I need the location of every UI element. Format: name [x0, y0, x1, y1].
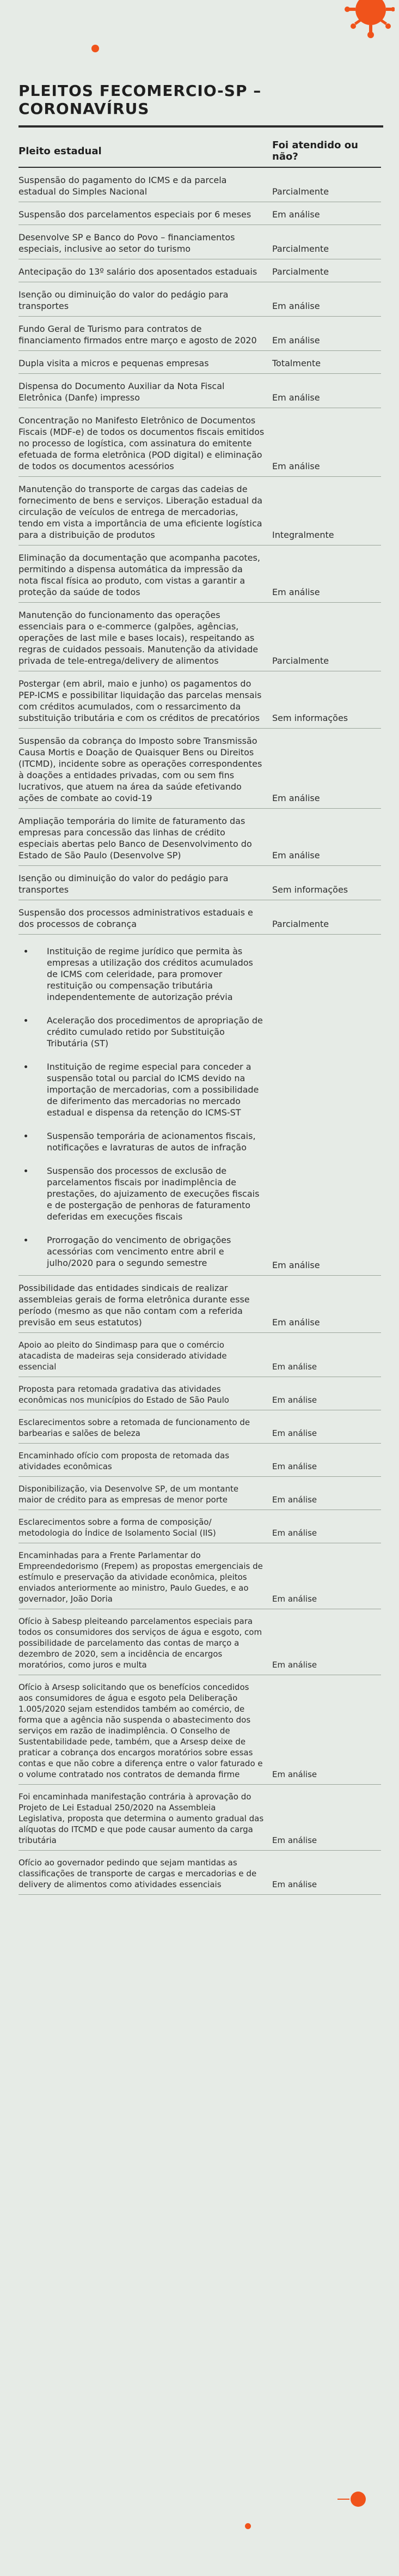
- status-cell: Em análise: [272, 1477, 381, 1510]
- table-row: [19, 1675, 381, 1785]
- header-status: Foi atendido ou não?: [272, 136, 381, 167]
- demand-cell: Proposta para retomada gradativa das atividades econômicas nos municípios do Estado de São Paulo: [19, 1377, 272, 1410]
- coronavirus-icon: [345, 0, 395, 40]
- status-cell: Em análise: [272, 1510, 381, 1543]
- status-cell: Integralmente: [272, 477, 381, 545]
- demand-cell: Ampliação temporária do limite de faturamento das empresas para concessão das linhas de crédito especiais abertas pelo Banco de Desenvolvimento do Estado de São Paulo (Desenvolve SP): [19, 809, 272, 866]
- demand-cell: Suspensão do pagamento do ICMS e da parcela estadual do Simples Nacional: [19, 167, 272, 202]
- status-cell: Parcialmente: [272, 900, 381, 935]
- demand-cell: Suspensão dos processos administrativos estaduais e dos processos de cobrança: [19, 900, 272, 935]
- table-row: [19, 1785, 381, 1851]
- decorative-dot: [91, 45, 99, 52]
- table-row: [19, 202, 381, 225]
- table-row: [19, 408, 381, 477]
- demand-cell: Isenção ou diminuição do valor do pedágio para transportes: [19, 866, 272, 900]
- status-cell: Parcialmente: [272, 167, 381, 202]
- status-cell: Em análise: [272, 545, 381, 603]
- table-row: [19, 259, 381, 282]
- status-cell: Em análise: [272, 1785, 381, 1851]
- status-cell: Em análise: [272, 202, 381, 225]
- table-row: [19, 282, 381, 317]
- demand-cell: Suspensão da cobrança do Imposto sobre Transmissão Causa Mortis e Doação de Quaisquer Bens ou Direitos (ITCMD), incidente sobre as operações correspondentes à doações a entidades privadas, com ou sem fins lucrativos, que atuem na área da saúde efetivando ações de combate ao covid-19: [19, 729, 272, 809]
- table-row: [19, 1410, 381, 1444]
- status-cell: Em análise: [272, 317, 381, 351]
- demand-cell: Manutenção do funcionamento das operações essenciais para o e-commerce (galpões, agências, operações de last mile e bases locais), respeitando as regras de cuidados pessoais. Manutenção da atividade privada de tele-entrega/delivery de alimentos: [19, 603, 272, 671]
- table-row: [19, 671, 381, 729]
- status-cell: Sem informações: [272, 866, 381, 900]
- demand-cell: Esclarecimentos sobre a retomada de funcionamento de barbearias e salões de beleza: [19, 1410, 272, 1444]
- demand-bullet-item: • Aceleração dos procedimentos de apropriação de crédito cumulado retido por Substituição Tributária (ST): [34, 1015, 265, 1049]
- demand-cell: Dupla visita a micros e pequenas empresas: [19, 351, 272, 374]
- status-cell: Em análise: [272, 408, 381, 477]
- status-cell: Sem informações: [272, 671, 381, 729]
- status-cell: Em análise: [272, 729, 381, 809]
- status-cell: Parcialmente: [272, 225, 381, 259]
- table-row: [19, 477, 381, 545]
- table-row: [19, 1333, 381, 1377]
- table-row: [19, 167, 381, 202]
- table-row: [19, 1276, 381, 1333]
- status-cell: Em análise: [272, 809, 381, 866]
- table-row: [19, 603, 381, 671]
- page-title: PLEITOS FECOMERCIO-SP – CORONAVÍRUS: [19, 82, 383, 128]
- status-cell: Em análise: [272, 1377, 381, 1410]
- demand-cell: Possibilidade das entidades sindicais de realizar assembleias gerais de forma eletrônica durante esse período (mesmo as que não contam com a referida previsão em seus estatutos): [19, 1276, 272, 1333]
- status-cell: Em análise: [272, 1543, 381, 1609]
- demand-cell: Esclarecimentos sobre a forma de composição/ metodologia do Índice de Isolamento Social (IIS): [19, 1510, 272, 1543]
- demand-bullet-list: [19, 945, 265, 1269]
- table-row: [19, 1510, 381, 1543]
- demand-cell: Ofício à Sabesp pleiteando parcelamentos especiais para todos os consumidores dos serviços de água e esgoto, com possibilidade de parcelamento das contas de março a dezembro de 2020, sem a incidência de encargos moratórios, como juros e multa: [19, 1609, 272, 1675]
- decorative-line: [337, 2499, 349, 2500]
- demand-cell: Antecipação do 13º salário dos aposentados estaduais: [19, 259, 272, 282]
- table-row: [19, 1543, 381, 1609]
- status-cell: Em análise: [272, 1333, 381, 1377]
- demand-cell: Postergar (em abril, maio e junho) os pagamentos do PEP-ICMS e possibilitar liquidação das parcelas mensais com créditos acumulados, com o ressarcimento da substituição tributária e com os créditos de precatórios: [19, 671, 272, 729]
- table-row: [19, 374, 381, 408]
- demand-cell: Foi encaminhada manifestação contrária à aprovação do Projeto de Lei Estadual 250/2020 na Assembleia Legislativa, proposta que determina o aumento gradual das alíquotas do ITCMD e que pode causar aumento da carga tributária: [19, 1785, 272, 1851]
- demand-cell: Ofício ao governador pedindo que sejam mantidas as classificações de transporte de cargas e mercadorias e de delivery de alimentos como atividades essenciais: [19, 1851, 272, 1895]
- table-row: [19, 1851, 381, 1895]
- status-cell: Em análise: [272, 1276, 381, 1333]
- status-cell: Em análise: [272, 282, 381, 317]
- demand-cell: Dispensa do Documento Auxiliar da Nota Fiscal Eletrônica (Danfe) impresso: [19, 374, 272, 408]
- status-cell: Em análise: [272, 374, 381, 408]
- demand-bullet-item: • Instituição de regime especial para conceder a suspensão total ou parcial do ICMS devido na importação de mercadorias, com a possibilidade de diferimento das mercadorias no mercado estadual e dispensa da retenção do ICMS-ST: [34, 1061, 265, 1118]
- demand-bullet-item: • Prorrogação do vencimento de obrigações acessórias com vencimento entre abril e julho/2020 para o segundo semestre: [34, 1234, 265, 1269]
- table-row: [19, 866, 381, 900]
- table-header-row: [19, 136, 381, 167]
- table-row: [19, 1377, 381, 1410]
- decorative-dot-small: [245, 2523, 251, 2529]
- status-cell: Parcialmente: [272, 259, 381, 282]
- status-cell: Parcialmente: [272, 603, 381, 671]
- demand-cell: Desenvolve SP e Banco do Povo – financiamentos especiais, inclusive ao setor do turismo: [19, 225, 272, 259]
- status-cell: Em análise: [272, 1444, 381, 1477]
- demand-bullet-item: • Instituição de regime jurídico que permita às empresas a utilização dos créditos acumulados de ICMS com celeridade, para promover restituição ou compensação tributária independentemente de autorização prévia: [34, 945, 265, 1003]
- status-cell: Totalmente: [272, 351, 381, 374]
- demand-bullet-item: • Suspensão dos processos de exclusão de parcelamentos fiscais por inadimplência de prestações, do ajuizamento de execuções fiscais e de postergação de penhoras de faturamento deferidas em execuções fiscais: [34, 1165, 265, 1222]
- demand-cell: Eliminação da documentação que acompanha pacotes, permitindo a dispensa automática da impressão da nota fiscal física ao produto, com vistas a garantir a proteção da saúde de todos: [19, 545, 272, 603]
- demand-cell: Encaminhadas para a Frente Parlamentar do Empreendedorismo (Frepem) as propostas emergenciais de estímulo e preservação da atividade econômica, pleitos enviados anteriormente ao ministro, Paulo Guedes, e ao governador, João Doria: [19, 1543, 272, 1609]
- demand-cell: Apoio ao pleito do Sindimasp para que o comércio atacadista de madeiras seja considerado atividade essencial: [19, 1333, 272, 1377]
- demand-cell: Ofício à Arsesp solicitando que os benefícios concedidos aos consumidores de água e esgoto pela Deliberação 1.005/2020 sejam estendidos também ao comércio, de forma que a agência não suspenda o abastecimento dos serviços em razão de inadimplência. O Conselho de Sustentabilidade pede, também, que a Arsesp deixe de praticar a cobrança dos encargos moratórios sobre essas contas e que não cobre a diferença entre o valor faturado e o volume contratado nos contratos de demanda firme: [19, 1675, 272, 1785]
- table-row: [19, 1609, 381, 1675]
- table-row: [19, 935, 381, 1276]
- demand-cell: Manutenção do transporte de cargas das cadeias de fornecimento de bens e serviços. Liberação estadual da circulação de veículos de entrega de mercadorias, tendo em vista a importância de uma eficiente logística para a distribuição de produtos: [19, 477, 272, 545]
- demand-cell: Isenção ou diminuição do valor do pedágio para transportes: [19, 282, 272, 317]
- demand-cell: Suspensão dos parcelamentos especiais por 6 meses: [19, 202, 272, 225]
- demand-cell: Concentração no Manifesto Eletrônico de Documentos Fiscais (MDF-e) de todos os documentos fiscais emitidos no processo de logística, com assinatura do emitente efetuada de forma eletrônica (POD digital) e eliminação de todos os documentos acessórios: [19, 408, 272, 477]
- table-row: [19, 225, 381, 259]
- table-row: [19, 809, 381, 866]
- demand-bullet-item: • Suspensão temporária de acionamentos fiscais, notificações e lavraturas de autos de infração: [34, 1130, 265, 1153]
- status-cell: Em análise: [272, 1609, 381, 1675]
- demand-cell: [19, 935, 272, 1276]
- status-cell: Em análise: [272, 935, 381, 1276]
- status-cell: Em análise: [272, 1851, 381, 1895]
- table-row: [19, 351, 381, 374]
- table-row: [19, 317, 381, 351]
- demand-cell: Encaminhado ofício com proposta de retomada das atividades econômicas: [19, 1444, 272, 1477]
- header-demand: Pleito estadual: [19, 136, 272, 167]
- demand-cell: Fundo Geral de Turismo para contratos de financiamento firmados entre março e agosto de 2020: [19, 317, 272, 351]
- table-row: [19, 729, 381, 809]
- table-row: [19, 1477, 381, 1510]
- table-row: [19, 1444, 381, 1477]
- table-row: [19, 545, 381, 603]
- demand-cell: Disponibilização, via Desenvolve SP, de um montante maior de crédito para as empresas de menor porte: [19, 1477, 272, 1510]
- status-cell: Em análise: [272, 1675, 381, 1785]
- decorative-dot-large: [351, 2492, 366, 2507]
- demands-table: [19, 136, 381, 1895]
- table-row: [19, 900, 381, 935]
- status-cell: Em análise: [272, 1410, 381, 1444]
